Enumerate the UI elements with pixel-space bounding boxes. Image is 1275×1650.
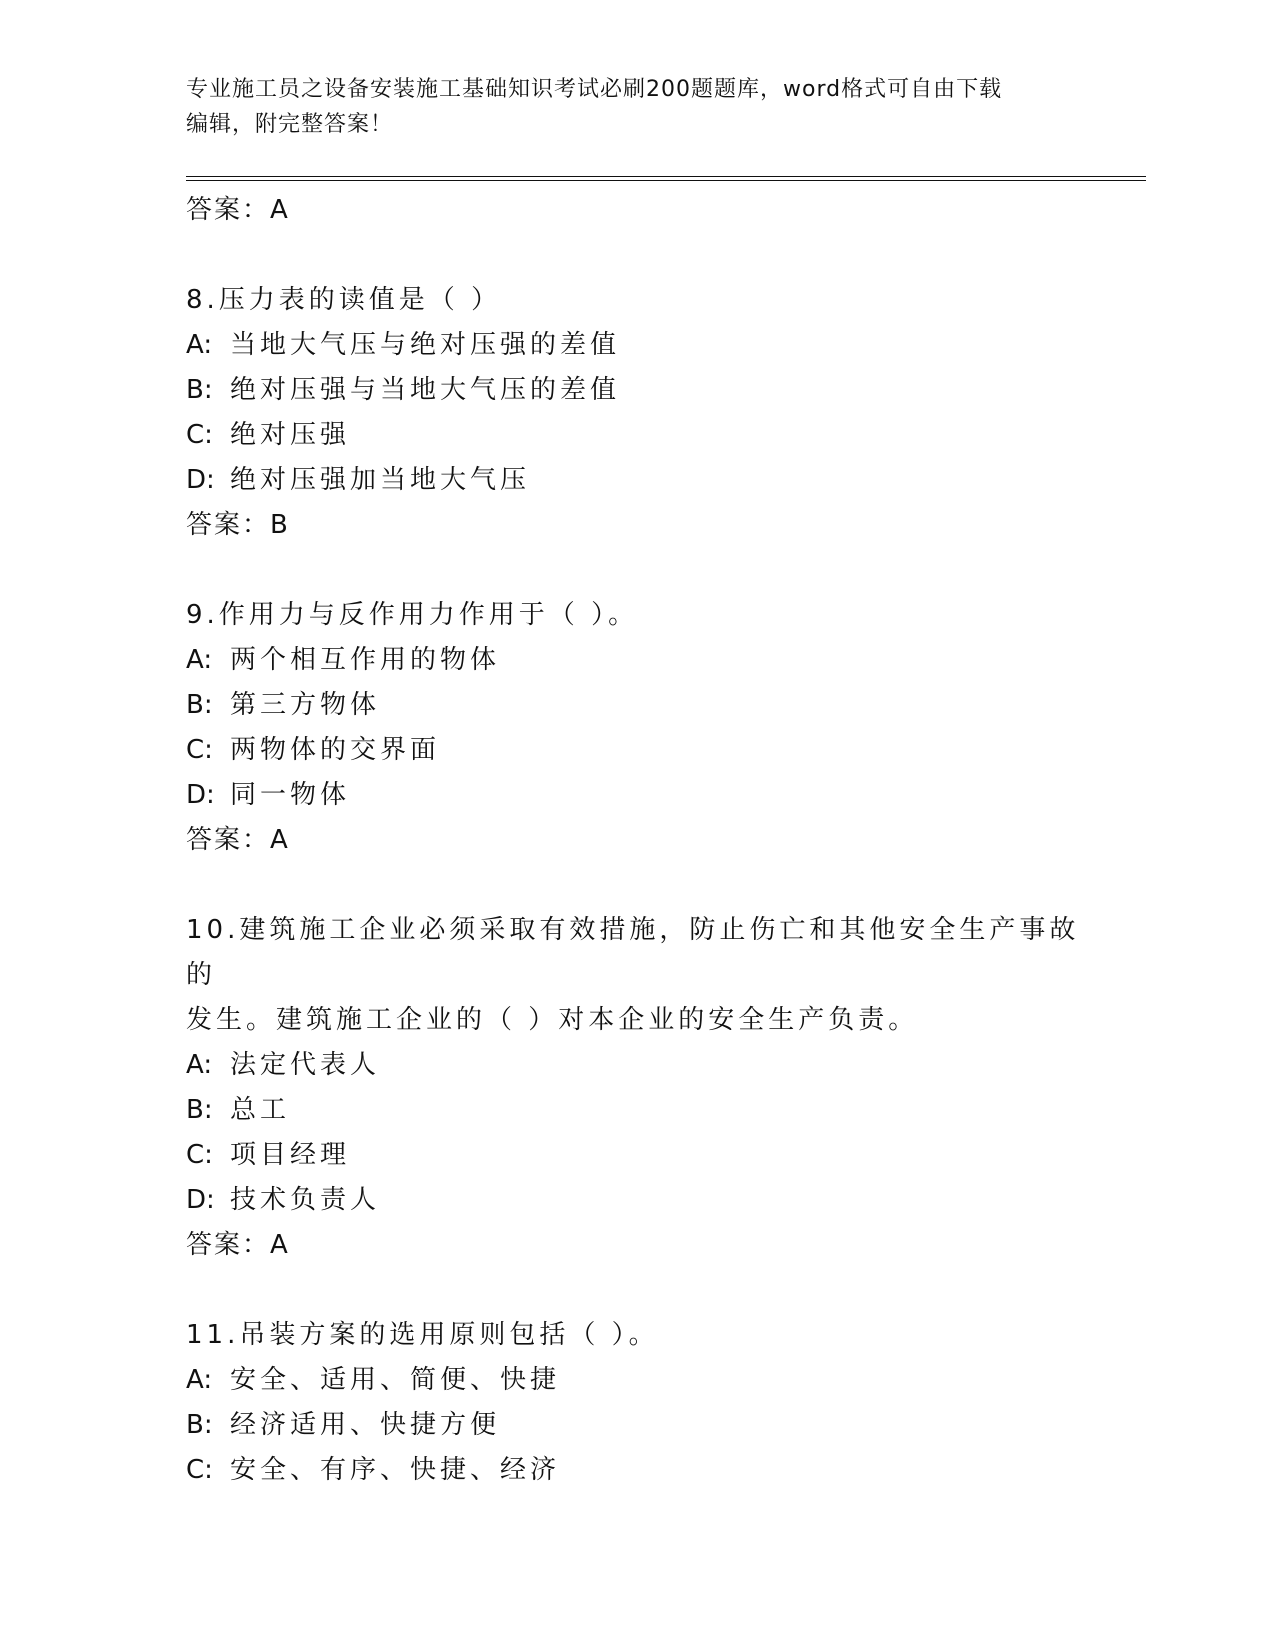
answer-9: 答案：A: [186, 825, 290, 855]
question-list: [186, 188, 1086, 1493]
question-stem-line-1: 10.建筑施工企业必须采取有效措施，防止伤亡和其他安全生产事故的: [186, 915, 1080, 990]
question-10: [186, 908, 1086, 1267]
question-9: [186, 593, 1086, 862]
option-text: 法定代表人: [230, 1050, 381, 1080]
option-text: 技术负责人: [230, 1185, 381, 1215]
option-b: [186, 1088, 1086, 1133]
question-8: [186, 278, 1086, 547]
header-divider: [186, 176, 1146, 181]
option-letter: D:: [186, 1185, 215, 1215]
option-letter: C:: [186, 735, 213, 765]
option-text: 总工: [230, 1095, 291, 1125]
spacer: [186, 547, 1086, 593]
option-c: [186, 413, 1086, 458]
spacer: [186, 862, 1086, 908]
option-letter: A:: [186, 1050, 213, 1080]
option-a: [186, 323, 1086, 368]
question-11: [186, 1313, 1086, 1493]
option-a: [186, 638, 1086, 683]
option-text: 绝对压强与当地大气压的差值: [230, 375, 621, 405]
option-letter: D:: [186, 780, 215, 810]
spacer: [186, 1267, 1086, 1313]
option-letter: A:: [186, 645, 213, 675]
option-text: 第三方物体: [230, 690, 381, 720]
option-letter: B:: [186, 1095, 213, 1125]
option-b: [186, 368, 1086, 413]
question-stem-line-2: 发生。建筑施工企业的（ ）对本企业的安全生产负责。: [186, 1005, 919, 1035]
option-letter: C:: [186, 420, 213, 450]
option-text: 绝对压强加当地大气压: [230, 465, 531, 495]
option-letter: D:: [186, 465, 215, 495]
header-line-1: 专业施工员之设备安装施工基础知识考试必刷200题题库，word格式可自由下载: [186, 77, 1003, 102]
document-header: [186, 72, 1066, 142]
option-b: [186, 1403, 1086, 1448]
header-line-2: 编辑，附完整答案！: [186, 112, 394, 137]
option-a: [186, 1043, 1086, 1088]
option-letter: B:: [186, 1410, 213, 1440]
option-text: 同一物体: [230, 780, 351, 810]
option-c: [186, 1133, 1086, 1178]
question-stem: 11.吊装方案的选用原则包括（ ）。: [186, 1320, 659, 1350]
option-text: 两物体的交界面: [230, 735, 441, 765]
option-text: 安全、有序、快捷、经济: [230, 1455, 561, 1485]
answer-10: 答案：A: [186, 1230, 290, 1260]
option-text: 安全、适用、简便、快捷: [230, 1365, 561, 1395]
spacer: [186, 232, 1086, 278]
option-a: [186, 1358, 1086, 1403]
option-d: [186, 458, 1086, 503]
option-text: 当地大气压与绝对压强的差值: [230, 330, 621, 360]
option-d: [186, 773, 1086, 818]
option-letter: B:: [186, 690, 213, 720]
answer-8: 答案：B: [186, 510, 290, 540]
option-c: [186, 1448, 1086, 1493]
option-letter: A:: [186, 1365, 213, 1395]
option-letter: B:: [186, 375, 213, 405]
option-c: [186, 728, 1086, 773]
option-text: 项目经理: [230, 1140, 351, 1170]
option-letter: A:: [186, 330, 213, 360]
option-d: [186, 1178, 1086, 1223]
answer-previous: 答案：A: [186, 195, 290, 225]
question-stem: 9.作用力与反作用力作用于（ ）。: [186, 600, 639, 630]
option-text: 绝对压强: [230, 420, 351, 450]
option-text: 经济适用、快捷方便: [230, 1410, 501, 1440]
option-letter: C:: [186, 1140, 213, 1170]
option-letter: C:: [186, 1455, 213, 1485]
option-b: [186, 683, 1086, 728]
question-stem: 8.压力表的读值是（ ）: [186, 285, 502, 315]
option-text: 两个相互作用的物体: [230, 645, 501, 675]
